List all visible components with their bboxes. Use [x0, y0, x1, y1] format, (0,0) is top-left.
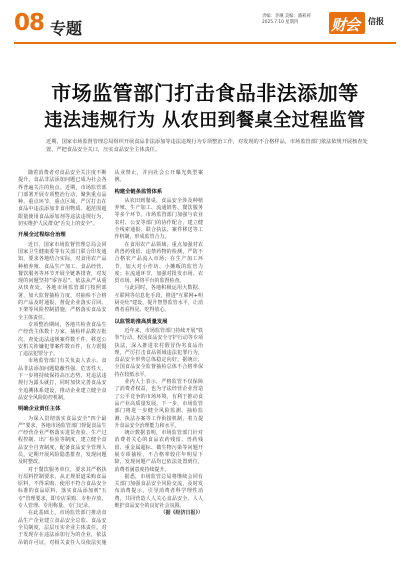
brand-logo-sub: 信报 [368, 17, 384, 26]
section-subheading: 明确企业责任主体 [18, 406, 61, 413]
headline-line-1: 市场监管部门打击食品非法添加等 [51, 81, 359, 105]
body-paragraph: 业内人士表示，严格监管不仅保障了消费者权益，也为守法经营企业营造了公平竞争的市场环境，有利于推动食品产业高质量发展。下一步，市场监管部门将进一步健全风险监测、抽检监测、执法办案等工作衔接机制，着力提升食品安全治理能力和水平。 [114, 379, 203, 429]
section-subheading: 构建全链条监管体系 [114, 188, 163, 195]
article-body [18, 170, 396, 560]
page-number: 08 [14, 10, 45, 36]
body-paragraph: 市场监管部门有关负责人表示，食品非法添加问题隐蔽性强、危害性大，下一步将持续保持高压态势，对违法违规行为露头就打，同时加快完善食品安全追溯体系建设，推动企业建立健全食品安全风险防控机制。 [18, 358, 107, 401]
body-paragraph: 专项整治期间，各地共检查食品生产经营主体数十万家，抽检样品数万批次，查处违法违规案件数千件，移送公安机关涉嫌犯罪案件数百件，有力震慑了违法犯罪分子。 [18, 321, 107, 358]
body-paragraph: 在食用农产品领域，重点加强对农药兽药残留、违禁药物的检测，严防不合格农产品流入市场；在生产加工环节，加大对小作坊、小摊贩的监管力度；在流通环节，加强对批发市场、农贸市场、网络平台的监督检查。 [114, 241, 203, 285]
section-subheading: 以监管助推高质量发展 [114, 318, 168, 325]
body-paragraph: 据悉，市场监管总局将继续会同有关部门加强食品安全风险交流，及时发布消费提示，引导消费者科学理性消费，共同营造人人关心食品安全、人人维护食品安全的良好社会氛围。 [114, 473, 203, 510]
body-paragraph: 统计数据表明，市场监管部门针对消费者关心的食品农药残留、兽药残留、重金属超标、微生物污染等问题开展专项抽检，不合格率较往年明显下降，发现问题产品均已依法处置到位，消费者满意度持续提升。 [114, 430, 203, 473]
header-divider [14, 42, 396, 44]
body-paragraph: 为深入贯彻落实食品安全"四个最严"要求，各地市场监管部门督促食品生产经营企业严格落实进货查验、生产过程控制、出厂检验等制度，建立健全食品安全自查制度，配备食品安全管理人员，定期开展风险隐患排查，发现问题及时整改。 [18, 415, 107, 466]
body-paragraph: 从农田到餐桌，食品安全涉及种植养殖、生产加工、流通销售、餐饮服务等多个环节。市场监管部门加强与农业农村、公安等部门的协作配合，建立健全线索通报、联合执法、案件移送等工作机制，形成监管合力。 [114, 197, 203, 241]
body-paragraph: 近日，国家市场监督管理总局会同国家卫生健康委等有关部门联合印发通知，要求各地结合实际，对食用农产品种植养殖、食品生产加工、食品经营、餐饮服务等环节开展全链条排查，对发现的问题坚持"零容忍"，依法从严从重从快查处。各地市场监管部门按照部署，加大监督抽检力度，对抽检不合格的产品及时通报，督促企业落实召回、下架等风险控制措施，严格落实食品安全主体责任。 [18, 241, 107, 321]
body-paragraph: 随着消费者对食品安全关注度不断提升，食品非法添加问题已成为社会各界普遍关注的焦点。近期，市场监管部门部署开展专项整治行动，聚焦重点品种、重点环节、重点区域，严厉打击在食品中违法添加非食用物质、超范围超限量使用食品添加剂等违法违规行为，切实维护人民群众"舌尖上的安全"。 [18, 170, 107, 228]
article-byline: （据《经济日报》） [160, 510, 203, 517]
body-paragraph: 与此同时，各地积极运用大数据、互联网等信息化手段，推进"互联网+明厨亮灶"建设，提升智慧监管水平，让消费者看得见、吃得放心。 [114, 285, 203, 314]
body-paragraph: 在此基础上，市场监管部门推动食品生产企业建立食品安全总监、食品安全员制度，层层压实企业主体责任。对于发现存在违法添加行为的企业，依法吊销许可证，对相关责任人员依法实施从业禁止，并向社会公开曝光典型案例。 [18, 170, 203, 546]
section-subheading: 开展全过程综合治理 [18, 232, 66, 239]
section-title: 专题 [50, 19, 83, 38]
editor-meta: 责编：李琳 美编：潘莉莉 2025.7.10 星期四 [262, 14, 311, 25]
headline [18, 80, 392, 134]
body-paragraph: 近年来，市场监管部门持续开展"铁拳"行动、校园食品安全守护行动等专项执法，深入推进农村假冒伪劣食品治理，严厉打击食品领域违法犯罪行为，食品安全形势总体稳定向好。据统计，全国食品安全监督抽检总体不合格率保持在较低水平。 [114, 327, 203, 378]
page-header [0, 0, 410, 48]
brand-logo: 财会 [331, 16, 360, 34]
headline-line-2: 违法违规行为 从农田到餐桌全过程监管 [44, 110, 366, 131]
article-deck: 近期，国家市场监督管理总局组织开展食品非法添加等违法违规行为专项整治工作，对发现的不合格样品，市场监管部门依法依规开展核查处置，严把食品安全关口，压实食品安全主体责任。 [46, 139, 368, 153]
body-paragraph: 对于餐饮服务单位，要求其严格执行原料控制要求，从正规渠道采购食品原料，不得采购、使用不符合食品安全标准的食品原料，落实食品添加剂"五专"管理要求，即专店采购、专柜存放、专人管理、专用称量、专门记录。 [18, 466, 107, 510]
